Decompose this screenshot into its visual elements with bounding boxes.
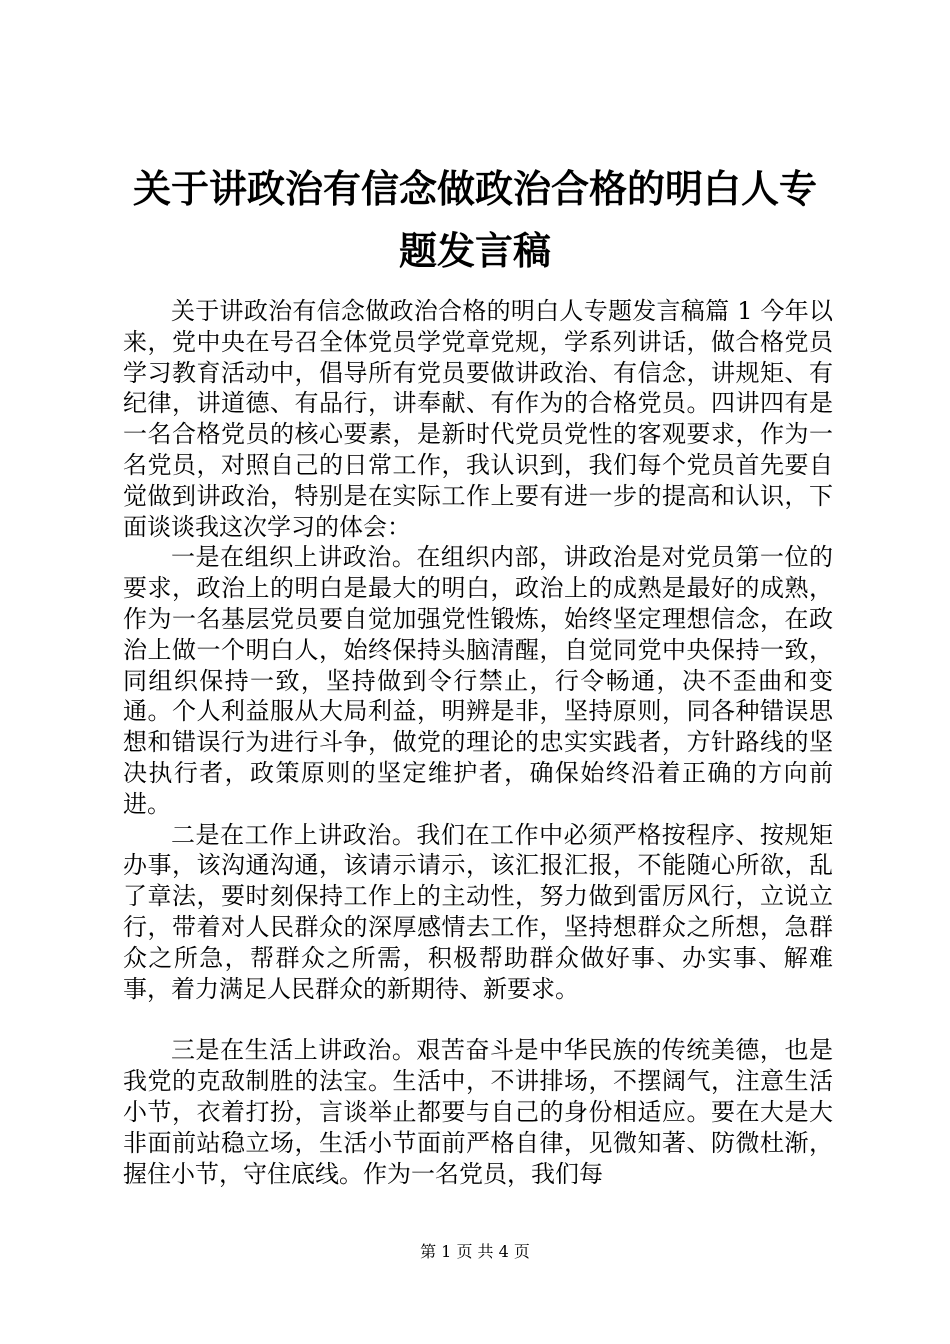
page-number-footer: 第 1 页 共 4 页: [420, 1242, 530, 1261]
paragraph-organization: 一是在组织上讲政治。在组织内部，讲政治是对党员第一位的要求，政治上的明白是最大的明白，政治上的成熟是最好的成熟，作为一名基层党员要自觉加强党性锻炼，始终坚定理想信念，在政治上做一个明白人，始终保持头脑清醒，自觉同党中央保持一致，同组织保持一致，坚持做到令行禁止，行令畅通，决不歪曲和变通。个人利益服从大局利益，明辨是非，坚持原则，同各种错误思想和错误行为进行斗争，做党的理论的忠实实践者，方针路线的坚决执行者，政策原则的坚定维护者，确保始终沿着正确的方向前进。: [123, 543, 833, 818]
paragraph-intro: 关于讲政治有信念做政治合格的明白人专题发言稿篇 1 今年以来，党中央在号召全体党员学党章党规，学系列讲话，做合格党员学习教育活动中，倡导所有党员要做讲政治、有信念，讲规矩、有纪律，讲道德、有品行，讲奉献、有作为的合格党员。四讲四有是一名合格党员的核心要素，是新时代党员党性的客观要求，作为一名党员，对照自己的日常工作，我认识到，我们每个党员首先要自觉做到讲政治，特别是在实际工作上要有进一步的提高和认识，下面谈谈我这次学习的体会：: [123, 297, 833, 541]
paragraph-life: 三是在生活上讲政治。艰苦奋斗是中华民族的传统美德，也是我党的克敌制胜的法宝。生活中，不讲排场，不摆阔气，注意生活小节，衣着打扮，言谈举止都要与自己的身份相适应。要在大是大非面前站稳立场，生活小节面前严格自律，见微知著、防微杜渐，握住小节，守住底线。作为一名党员，我们每: [123, 1036, 833, 1188]
document-body: [123, 296, 833, 1189]
paragraph-work: 二是在工作上讲政治。我们在工作中必须严格按程序、按规矩办事，该沟通沟通，该请示请示，该汇报汇报，不能随心所欲，乱了章法，要时刻保持工作上的主动性，努力做到雷厉风行，立说立行，带着对人民群众的深厚感情去工作，坚持想群众之所想，急群众之所急，帮群众之所需，积极帮助群众做好事、办实事、解难事，着力满足人民群众的新期待、新要求。: [123, 820, 833, 1003]
document-title: 关于讲政治有信念做政治合格的明白人专题发言稿: [132, 167, 817, 273]
